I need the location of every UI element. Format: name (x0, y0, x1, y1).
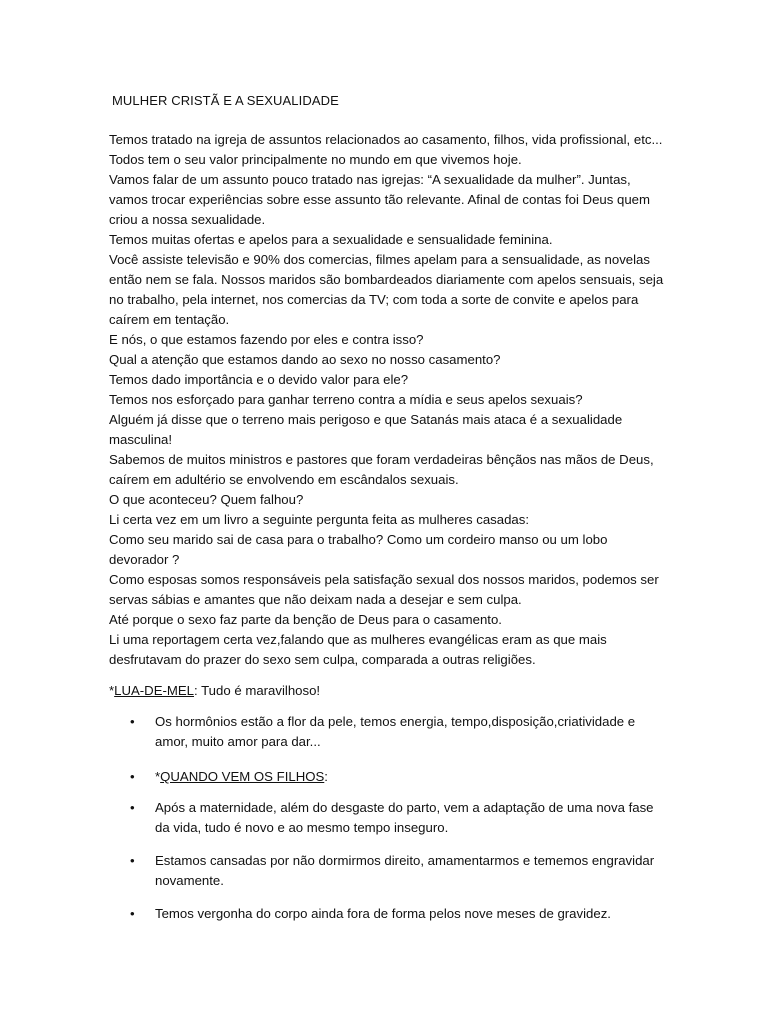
body-line: devorador ? (109, 552, 180, 567)
body-line: Até porque o sexo faz parte da benção de Deus para o casamento. (109, 612, 502, 627)
bullet-marker: • (130, 853, 135, 868)
section-prefix: * (109, 683, 115, 698)
body-line: Sabemos de muitos ministros e pastores que foram verdadeiras bênçãos nas mãos de Deus, (109, 452, 654, 467)
bullet-text-maternidade: Após a maternidade, além do desgaste do parto, vem a adaptação de uma nova fase da vida, tudo é novo e ao mesmo tempo inseguro. (155, 800, 654, 835)
section-lua-de-mel (109, 681, 320, 701)
body-line: Como esposas somos responsáveis pela satisfação sexual dos nossos maridos, podemos ser (109, 572, 659, 587)
body-line: Li uma reportagem certa vez,falando que as mulheres evangélicas eram as que mais (109, 632, 607, 647)
bullet-heading-prefix: * (155, 769, 161, 784)
body-line: Temos muitas ofertas e apelos para a sexualidade e sensualidade feminina. (109, 232, 553, 247)
body-line: Temos nos esforçado para ganhar terreno contra a mídia e seus apelos sexuais? (109, 392, 583, 407)
body-line: Qual a atenção que estamos dando ao sexo no nosso casamento? (109, 352, 501, 367)
body-line: masculina! (109, 432, 173, 447)
document-body (109, 130, 674, 670)
bullet-text-cansadas: Estamos cansadas por não dormirmos direito, amamentarmos e tememos engravidar novamente. (155, 853, 655, 888)
body-line: Temos dado importância e o devido valor para ele? (109, 372, 409, 387)
document-title: MULHER CRISTÃ E A SEXUALIDADE (112, 93, 339, 108)
bullet-text-vergonha: Temos vergonha do corpo ainda fora de forma pelos nove meses de gravidez. (155, 906, 611, 921)
bullet-heading-filhos (155, 767, 665, 787)
body-line: desfrutavam do prazer do sexo sem culpa, comparada a outras religiões. (109, 652, 536, 667)
body-line: E nós, o que estamos fazendo por eles e contra isso? (109, 332, 424, 347)
bullet-marker: • (130, 906, 135, 921)
body-line: Você assiste televisão e 90% dos comercias, filmes apelam para a sensualidade, as novelas (109, 252, 650, 267)
bullet-heading-suffix: : (324, 769, 328, 784)
body-line: Li certa vez em um livro a seguinte pergunta feita as mulheres casadas: (109, 512, 530, 527)
body-line: Todos tem o seu valor principalmente no mundo em que vivemos hoje. (109, 152, 522, 167)
body-line: criou a nossa sexualidade. (109, 212, 266, 227)
section-heading: LUA-DE-MEL (114, 683, 195, 698)
bullet-heading-text: QUANDO VEM OS FILHOS (160, 769, 325, 784)
body-line: caírem em adultério se envolvendo em escândalos sexuais. (109, 472, 459, 487)
bullet-marker: • (130, 769, 135, 784)
body-line: caírem em tentação. (109, 312, 230, 327)
body-line: Alguém já disse que o terreno mais perigoso e que Satanás mais ataca é a sexualidade (109, 412, 623, 427)
body-line: O que aconteceu? Quem falhou? (109, 492, 304, 507)
bullet-marker: • (130, 800, 135, 815)
bullet-marker: • (130, 714, 135, 729)
body-line: servas sábias e amantes que não deixam nada a desejar e sem culpa. (109, 592, 522, 607)
body-line: Como seu marido sai de casa para o trabalho? Como um cordeiro manso ou um lobo (109, 532, 608, 547)
section-suffix: : Tudo é maravilhoso! (194, 683, 321, 698)
body-line: no trabalho, pela internet, nos comercias da TV; com toda a sorte de convite e apelos para (109, 292, 639, 307)
body-line: Temos tratado na igreja de assuntos relacionados ao casamento, filhos, vida profissional, etc... (109, 132, 663, 147)
body-line: Vamos falar de um assunto pouco tratado nas igrejas: “A sexualidade da mulher”. Juntas, (109, 172, 631, 187)
body-line: então nem se fala. Nossos maridos são bombardeados diariamente com apelos sensuais, seja (109, 272, 664, 287)
bullet-text-hormonios: Os hormônios estão a flor da pele, temos energia, tempo,disposição,criatividade e amor, muito amor para dar... (155, 714, 636, 749)
body-line: vamos trocar experiências sobre esse assunto tão relevante. Afinal de contas foi Deus quem (109, 192, 650, 207)
